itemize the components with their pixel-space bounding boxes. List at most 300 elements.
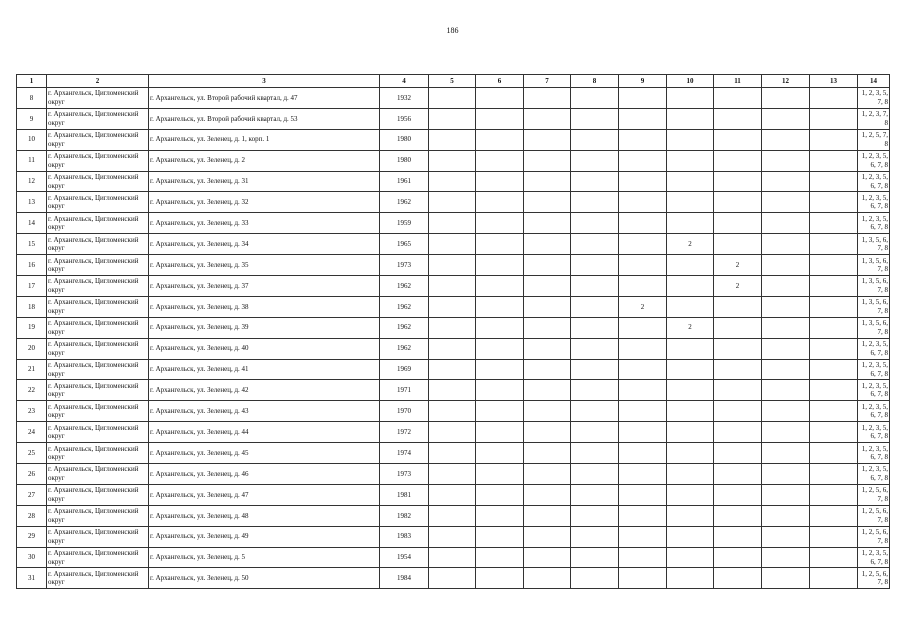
table-row — [17, 192, 890, 213]
district-cell: г. Архангельск, Цигломенский округ — [47, 129, 149, 150]
row-number: 14 — [17, 213, 47, 234]
col8-cell — [571, 422, 619, 443]
col8-cell — [571, 88, 619, 109]
year-cell: 1962 — [380, 296, 429, 317]
table-row — [17, 213, 890, 234]
col13-cell — [810, 108, 858, 129]
col8-cell — [571, 192, 619, 213]
col10-cell — [667, 422, 714, 443]
col13-cell — [810, 359, 858, 380]
column-header-3: 3 — [149, 75, 380, 88]
col13-cell — [810, 296, 858, 317]
col9-cell — [619, 505, 667, 526]
col7-cell — [524, 484, 571, 505]
col5-cell — [429, 568, 476, 589]
col13-cell — [810, 484, 858, 505]
col12-cell — [762, 505, 810, 526]
col11-cell — [714, 380, 762, 401]
district-cell: г. Архангельск, Цигломенский округ — [47, 317, 149, 338]
col7-cell — [524, 422, 571, 443]
col13-cell — [810, 213, 858, 234]
col9-cell — [619, 192, 667, 213]
col12-cell — [762, 296, 810, 317]
col11-cell — [714, 338, 762, 359]
col5-cell — [429, 505, 476, 526]
col11-cell — [714, 317, 762, 338]
col10-cell — [667, 88, 714, 109]
col12-cell — [762, 234, 810, 255]
col5-cell — [429, 108, 476, 129]
col11-cell: 2 — [714, 276, 762, 297]
codes-cell: 1, 2, 3, 5, 6, 7, 8 — [858, 380, 890, 401]
col12-cell — [762, 338, 810, 359]
col7-cell — [524, 213, 571, 234]
col9-cell — [619, 568, 667, 589]
codes-cell: 1, 2, 3, 5, 6, 7, 8 — [858, 547, 890, 568]
year-cell: 1962 — [380, 338, 429, 359]
col11-cell — [714, 88, 762, 109]
address-cell: г. Архангельск, ул. Второй рабочий квартал, д. 53 — [149, 108, 380, 129]
col13-cell — [810, 568, 858, 589]
col12-cell — [762, 108, 810, 129]
row-number: 19 — [17, 317, 47, 338]
row-number: 26 — [17, 464, 47, 485]
col11-cell — [714, 213, 762, 234]
row-number: 15 — [17, 234, 47, 255]
col12-cell — [762, 213, 810, 234]
col7-cell — [524, 192, 571, 213]
district-cell: г. Архангельск, Цигломенский округ — [47, 213, 149, 234]
col12-cell — [762, 171, 810, 192]
year-cell: 1973 — [380, 255, 429, 276]
col8-cell — [571, 150, 619, 171]
table-row — [17, 108, 890, 129]
col12-cell — [762, 317, 810, 338]
col13-cell — [810, 380, 858, 401]
col6-cell — [476, 88, 524, 109]
col6-cell — [476, 171, 524, 192]
codes-cell: 1, 2, 5, 6, 7, 8 — [858, 484, 890, 505]
col7-cell — [524, 171, 571, 192]
col12-cell — [762, 443, 810, 464]
col6-cell — [476, 422, 524, 443]
col5-cell — [429, 401, 476, 422]
col7-cell — [524, 88, 571, 109]
table-row — [17, 359, 890, 380]
year-cell: 1982 — [380, 505, 429, 526]
table-row — [17, 171, 890, 192]
col8-cell — [571, 338, 619, 359]
col7-cell — [524, 255, 571, 276]
row-number: 24 — [17, 422, 47, 443]
col12-cell — [762, 422, 810, 443]
table-row — [17, 380, 890, 401]
col9-cell — [619, 422, 667, 443]
col11-cell: 2 — [714, 255, 762, 276]
col12-cell — [762, 129, 810, 150]
col11-cell — [714, 192, 762, 213]
table-row — [17, 129, 890, 150]
col5-cell — [429, 171, 476, 192]
col12-cell — [762, 568, 810, 589]
col7-cell — [524, 317, 571, 338]
col12-cell — [762, 547, 810, 568]
col11-cell — [714, 443, 762, 464]
col13-cell — [810, 505, 858, 526]
col8-cell — [571, 464, 619, 485]
col12-cell — [762, 88, 810, 109]
col10-cell — [667, 505, 714, 526]
col12-cell — [762, 380, 810, 401]
district-cell: г. Архангельск, Цигломенский округ — [47, 422, 149, 443]
row-number: 29 — [17, 526, 47, 547]
col5-cell — [429, 547, 476, 568]
col13-cell — [810, 401, 858, 422]
district-cell: г. Архангельск, Цигломенский округ — [47, 464, 149, 485]
col10-cell — [667, 276, 714, 297]
address-cell: г. Архангельск, ул. Второй рабочий квартал, д. 47 — [149, 88, 380, 109]
col9-cell — [619, 526, 667, 547]
col9-cell — [619, 338, 667, 359]
address-cell: г. Архангельск, ул. Зеленец, д. 44 — [149, 422, 380, 443]
table-row — [17, 443, 890, 464]
col9-cell — [619, 88, 667, 109]
address-cell: г. Архангельск, ул. Зеленец, д. 49 — [149, 526, 380, 547]
table-row — [17, 296, 890, 317]
col9-cell: 2 — [619, 296, 667, 317]
col9-cell — [619, 359, 667, 380]
col9-cell — [619, 150, 667, 171]
table-row — [17, 255, 890, 276]
year-cell: 1962 — [380, 192, 429, 213]
address-cell: г. Архангельск, ул. Зеленец, д. 32 — [149, 192, 380, 213]
year-cell: 1954 — [380, 547, 429, 568]
district-cell: г. Архангельск, Цигломенский округ — [47, 296, 149, 317]
row-number: 17 — [17, 276, 47, 297]
col11-cell — [714, 234, 762, 255]
col6-cell — [476, 129, 524, 150]
col13-cell — [810, 526, 858, 547]
col13-cell — [810, 150, 858, 171]
col11-cell — [714, 526, 762, 547]
col7-cell — [524, 464, 571, 485]
district-cell: г. Архангельск, Цигломенский округ — [47, 380, 149, 401]
column-header-5: 5 — [429, 75, 476, 88]
address-cell: г. Архангельск, ул. Зеленец, д. 40 — [149, 338, 380, 359]
col8-cell — [571, 171, 619, 192]
table-row — [17, 547, 890, 568]
col5-cell — [429, 88, 476, 109]
column-header-9: 9 — [619, 75, 667, 88]
col5-cell — [429, 464, 476, 485]
col11-cell — [714, 171, 762, 192]
codes-cell: 1, 2, 3, 5, 6, 7, 8 — [858, 401, 890, 422]
row-number: 13 — [17, 192, 47, 213]
codes-cell: 1, 3, 5, 6, 7, 8 — [858, 276, 890, 297]
col10-cell — [667, 213, 714, 234]
col10-cell — [667, 150, 714, 171]
col6-cell — [476, 484, 524, 505]
col9-cell — [619, 317, 667, 338]
table-row — [17, 568, 890, 589]
col5-cell — [429, 359, 476, 380]
col7-cell — [524, 380, 571, 401]
col11-cell — [714, 484, 762, 505]
district-cell: г. Архангельск, Цигломенский округ — [47, 359, 149, 380]
codes-cell: 1, 3, 5, 6, 7, 8 — [858, 296, 890, 317]
col5-cell — [429, 255, 476, 276]
codes-cell: 1, 2, 5, 6, 7, 8 — [858, 505, 890, 526]
col12-cell — [762, 526, 810, 547]
col5-cell — [429, 317, 476, 338]
table-row — [17, 234, 890, 255]
row-number: 16 — [17, 255, 47, 276]
col11-cell — [714, 129, 762, 150]
col6-cell — [476, 401, 524, 422]
col8-cell — [571, 296, 619, 317]
year-cell: 1971 — [380, 380, 429, 401]
column-header-7: 7 — [524, 75, 571, 88]
col13-cell — [810, 464, 858, 485]
col12-cell — [762, 255, 810, 276]
year-cell: 1961 — [380, 171, 429, 192]
col12-cell — [762, 359, 810, 380]
column-header-2: 2 — [47, 75, 149, 88]
table-row — [17, 401, 890, 422]
column-header-13: 13 — [810, 75, 858, 88]
codes-cell: 1, 2, 3, 5, 7, 8 — [858, 88, 890, 109]
row-number: 20 — [17, 338, 47, 359]
row-number: 10 — [17, 129, 47, 150]
address-cell: г. Архангельск, ул. Зеленец, д. 33 — [149, 213, 380, 234]
col10-cell — [667, 547, 714, 568]
col5-cell — [429, 213, 476, 234]
codes-cell: 1, 2, 5, 6, 7, 8 — [858, 526, 890, 547]
codes-cell: 1, 2, 3, 5, 6, 7, 8 — [858, 359, 890, 380]
col9-cell — [619, 129, 667, 150]
column-header-11: 11 — [714, 75, 762, 88]
row-number: 21 — [17, 359, 47, 380]
codes-cell: 1, 2, 3, 5, 6, 7, 8 — [858, 150, 890, 171]
codes-cell: 1, 2, 3, 5, 6, 7, 8 — [858, 213, 890, 234]
address-cell: г. Архангельск, ул. Зеленец, д. 34 — [149, 234, 380, 255]
year-cell: 1974 — [380, 443, 429, 464]
col13-cell — [810, 317, 858, 338]
col6-cell — [476, 547, 524, 568]
col10-cell — [667, 484, 714, 505]
col12-cell — [762, 192, 810, 213]
col9-cell — [619, 464, 667, 485]
address-cell: г. Архангельск, ул. Зеленец, д. 42 — [149, 380, 380, 401]
col9-cell — [619, 108, 667, 129]
column-header-10: 10 — [667, 75, 714, 88]
col6-cell — [476, 213, 524, 234]
col10-cell: 2 — [667, 234, 714, 255]
col9-cell — [619, 547, 667, 568]
col7-cell — [524, 505, 571, 526]
col9-cell — [619, 443, 667, 464]
district-cell: г. Архангельск, Цигломенский округ — [47, 505, 149, 526]
year-cell: 1981 — [380, 484, 429, 505]
col13-cell — [810, 276, 858, 297]
col8-cell — [571, 401, 619, 422]
col11-cell — [714, 401, 762, 422]
col7-cell — [524, 108, 571, 129]
col8-cell — [571, 484, 619, 505]
col6-cell — [476, 464, 524, 485]
year-cell: 1970 — [380, 401, 429, 422]
codes-cell: 1, 2, 3, 5, 6, 7, 8 — [858, 464, 890, 485]
col7-cell — [524, 129, 571, 150]
table-body — [17, 75, 890, 589]
col11-cell — [714, 464, 762, 485]
col9-cell — [619, 213, 667, 234]
district-cell: г. Архангельск, Цигломенский округ — [47, 401, 149, 422]
district-cell: г. Архангельск, Цигломенский округ — [47, 150, 149, 171]
col8-cell — [571, 443, 619, 464]
col9-cell — [619, 401, 667, 422]
col6-cell — [476, 317, 524, 338]
col6-cell — [476, 296, 524, 317]
col7-cell — [524, 359, 571, 380]
year-cell: 1956 — [380, 108, 429, 129]
codes-cell: 1, 3, 5, 6, 7, 8 — [858, 317, 890, 338]
col12-cell — [762, 401, 810, 422]
col11-cell — [714, 296, 762, 317]
col10-cell — [667, 359, 714, 380]
col7-cell — [524, 296, 571, 317]
col5-cell — [429, 192, 476, 213]
district-cell: г. Архангельск, Цигломенский округ — [47, 443, 149, 464]
column-header-6: 6 — [476, 75, 524, 88]
address-cell: г. Архангельск, ул. Зеленец, д. 31 — [149, 171, 380, 192]
col8-cell — [571, 317, 619, 338]
col10-cell — [667, 443, 714, 464]
col11-cell — [714, 150, 762, 171]
col8-cell — [571, 276, 619, 297]
col6-cell — [476, 380, 524, 401]
table-row — [17, 150, 890, 171]
col8-cell — [571, 234, 619, 255]
col6-cell — [476, 568, 524, 589]
col8-cell — [571, 359, 619, 380]
district-cell: г. Архангельск, Цигломенский округ — [47, 255, 149, 276]
col13-cell — [810, 255, 858, 276]
col5-cell — [429, 526, 476, 547]
year-cell: 1962 — [380, 317, 429, 338]
col7-cell — [524, 338, 571, 359]
codes-cell: 1, 2, 5, 6, 7, 8 — [858, 568, 890, 589]
col9-cell — [619, 234, 667, 255]
codes-cell: 1, 2, 3, 7, 8 — [858, 108, 890, 129]
district-cell: г. Архангельск, Цигломенский округ — [47, 276, 149, 297]
col10-cell — [667, 338, 714, 359]
col8-cell — [571, 526, 619, 547]
col5-cell — [429, 422, 476, 443]
codes-cell: 1, 2, 3, 5, 6, 7, 8 — [858, 422, 890, 443]
district-cell: г. Архангельск, Цигломенский округ — [47, 547, 149, 568]
col13-cell — [810, 171, 858, 192]
year-cell: 1973 — [380, 464, 429, 485]
column-header-4: 4 — [380, 75, 429, 88]
col5-cell — [429, 380, 476, 401]
row-number: 9 — [17, 108, 47, 129]
col9-cell — [619, 171, 667, 192]
address-cell: г. Архангельск, ул. Зеленец, д. 39 — [149, 317, 380, 338]
address-cell: г. Архангельск, ул. Зеленец, д. 47 — [149, 484, 380, 505]
district-cell: г. Архангельск, Цигломенский округ — [47, 484, 149, 505]
district-cell: г. Архангельск, Цигломенский округ — [47, 338, 149, 359]
year-cell: 1932 — [380, 88, 429, 109]
table-row — [17, 338, 890, 359]
row-number: 11 — [17, 150, 47, 171]
row-number: 28 — [17, 505, 47, 526]
col13-cell — [810, 129, 858, 150]
col5-cell — [429, 150, 476, 171]
codes-cell: 1, 3, 5, 6, 7, 8 — [858, 234, 890, 255]
col8-cell — [571, 505, 619, 526]
col13-cell — [810, 443, 858, 464]
district-cell: г. Архангельск, Цигломенский округ — [47, 568, 149, 589]
col7-cell — [524, 401, 571, 422]
register-table — [16, 74, 890, 589]
col8-cell — [571, 568, 619, 589]
district-cell: г. Архангельск, Цигломенский округ — [47, 88, 149, 109]
col7-cell — [524, 150, 571, 171]
district-cell: г. Архангельск, Цигломенский округ — [47, 234, 149, 255]
col12-cell — [762, 484, 810, 505]
col10-cell — [667, 380, 714, 401]
row-number: 23 — [17, 401, 47, 422]
row-number: 8 — [17, 88, 47, 109]
year-cell: 1965 — [380, 234, 429, 255]
col9-cell — [619, 276, 667, 297]
col5-cell — [429, 443, 476, 464]
row-number: 27 — [17, 484, 47, 505]
address-cell: г. Архангельск, ул. Зеленец, д. 2 — [149, 150, 380, 171]
year-cell: 1969 — [380, 359, 429, 380]
year-cell: 1983 — [380, 526, 429, 547]
year-cell: 1980 — [380, 150, 429, 171]
district-cell: г. Архангельск, Цигломенский округ — [47, 171, 149, 192]
address-cell: г. Архангельск, ул. Зеленец, д. 45 — [149, 443, 380, 464]
col10-cell — [667, 464, 714, 485]
col13-cell — [810, 338, 858, 359]
codes-cell: 1, 2, 3, 5, 6, 7, 8 — [858, 443, 890, 464]
col6-cell — [476, 359, 524, 380]
col10-cell — [667, 171, 714, 192]
col7-cell — [524, 526, 571, 547]
col13-cell — [810, 192, 858, 213]
col10-cell — [667, 401, 714, 422]
col13-cell — [810, 547, 858, 568]
col13-cell — [810, 234, 858, 255]
col5-cell — [429, 276, 476, 297]
col8-cell — [571, 129, 619, 150]
col13-cell — [810, 88, 858, 109]
table-row — [17, 276, 890, 297]
col10-cell — [667, 108, 714, 129]
col8-cell — [571, 213, 619, 234]
row-number: 31 — [17, 568, 47, 589]
col6-cell — [476, 234, 524, 255]
col5-cell — [429, 338, 476, 359]
year-cell: 1959 — [380, 213, 429, 234]
address-cell: г. Архангельск, ул. Зеленец, д. 50 — [149, 568, 380, 589]
col6-cell — [476, 526, 524, 547]
col5-cell — [429, 296, 476, 317]
column-header-12: 12 — [762, 75, 810, 88]
